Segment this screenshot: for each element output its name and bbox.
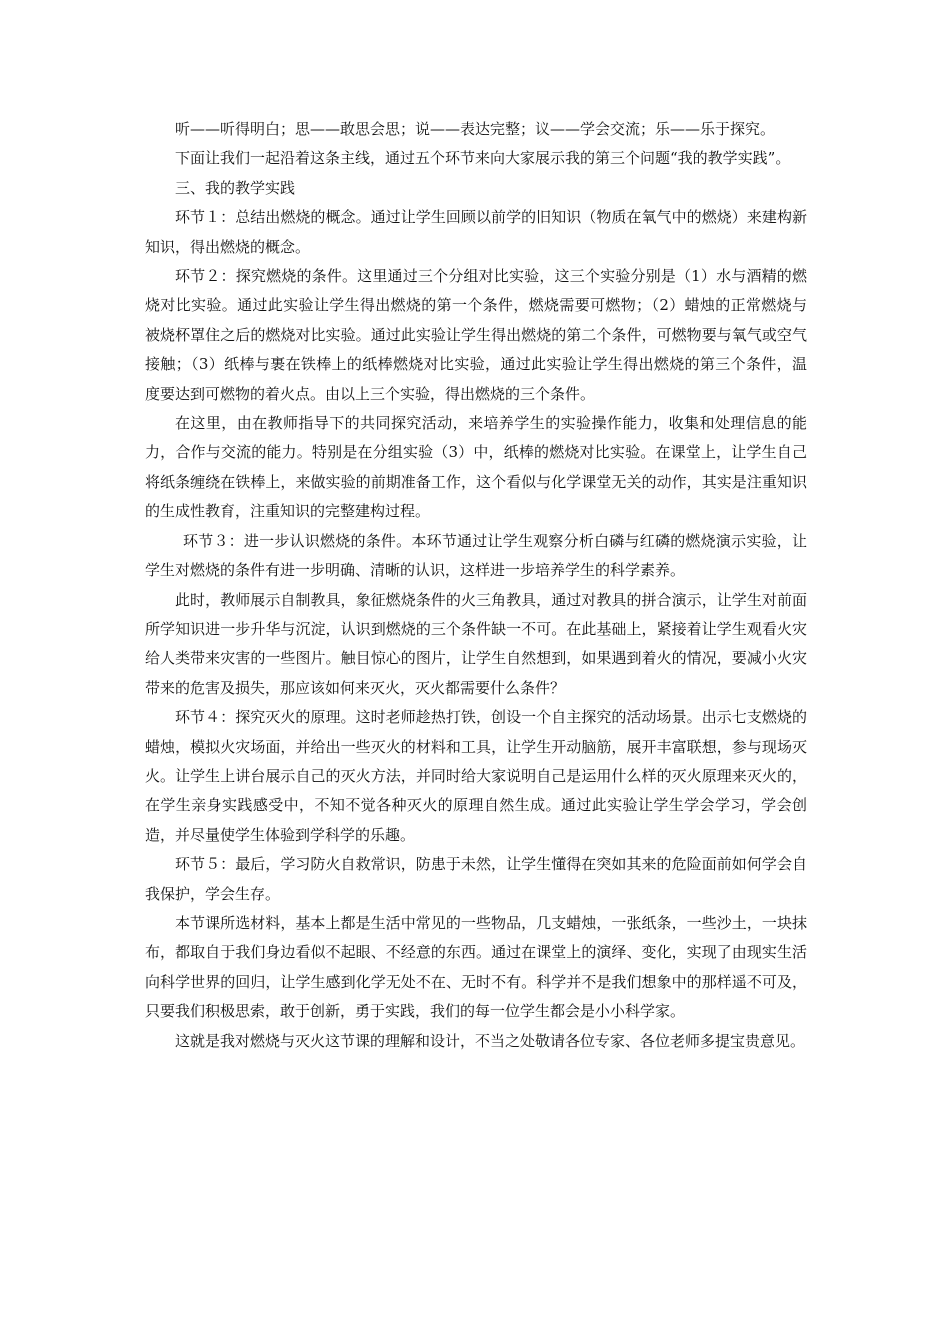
paragraph-step-2-commentary: 在这里，由在教师指导下的共同探究活动，来培养学生的实验操作能力，收集和处理信息的能力，合作与交流的能力。特别是在分组实验（3）中，纸棒的燃烧对比实验。在课堂上，让学生自己将纸条缠绕在铁棒上，来做实验的前期准备工作，这个看似与化学课堂无关的动作，其实是注重知识的生成性教育，注重知识的完整建构过程。 (145, 414, 807, 521)
paragraph-step-2: 环节２：探究燃烧的条件。这里通过三个分组对比实验，这三个实验分别是（1）水与酒精的燃烧对比实验。通过此实验让学生得出燃烧的第一个条件，燃烧需要可燃物；（2）蜡烛的正常燃烧与被烧杯罩住之后的燃烧对比实验。通过此实验让学生得出燃烧的第二个条件，可燃物要与氧气或空气接触；（3）纸棒与裹在铁棒上的纸棒燃烧对比实验，通过此实验让学生得出燃烧的第三个条件，温度要达到可燃物的着火点。由以上三个实验，得出燃烧的三个条件。 (145, 267, 807, 403)
document-body (145, 115, 807, 1056)
paragraph-step-4: 环节４：探究灭火的原理。这时老师趁热打铁，创设一个自主探究的活动场景。出示七支燃烧的蜡烛，模拟火灾场面，并给出一些灭火的材料和工具，让学生开动脑筋，展开丰富联想，参与现场灭火。让学生上讲台展示自己的灭火方法，并同时给大家说明自己是运用什么样的灭火原理来灭火的，在学生亲身实践感受中，不知不觉各种灭火的原理自然生成。通过此实验让学生学会学习，学会创造，并尽量使学生体验到学科学的乐趣。 (145, 708, 807, 844)
section-heading-practice: 三、我的教学实践 (175, 178, 296, 197)
paragraph-step-1: 环节１：总结出燃烧的概念。通过让学生回顾以前学的旧知识（物质在氧气中的燃烧）来建构新知识，得出燃烧的概念。 (145, 208, 807, 256)
paragraph-closing: 这就是我对燃烧与灭火这节课的理解和设计，不当之处敬请各位专家、各位老师多提宝贵意见。 (175, 1031, 806, 1050)
paragraph-step-3: 环节３：进一步认识燃烧的条件。本环节通过让学生观察分析白磷与红磷的燃烧演示实验，让学生对燃烧的条件有进一步明确、清晰的认识，这样进一步培养学生的科学素养。 (145, 531, 807, 580)
paragraph-step-5: 环节５：最后，学习防火自救常识，防患于未然，让学生懂得在突如其来的危险面前如何学会自我保护，学会生存。 (145, 855, 807, 903)
paragraph-intro-practice: 下面让我们一起沿着这条主线，通过五个环节来向大家展示我的第三个问题“我的教学实践”。 (175, 149, 791, 168)
paragraph-materials: 本节课所选材料，基本上都是生活中常见的一些物品，几支蜡烛，一张纸条，一些沙土，一块抹布，都取自于我们身边看似不起眼、不经意的东西。通过在课堂上的演绎、变化，实现了由现实生活向科学世界的回归，让学生感到化学无处不在、无时不有。科学并不是我们想象中的那样遥不可及，只要我们积极思索，敢于创新，勇于实践，我们的每一位学生都会是小小科学家。 (145, 913, 807, 1021)
paragraph-step-3-commentary: 此时，教师展示自制教具，象征燃烧条件的火三角教具，通过对教具的拼合演示，让学生对前面所学知识进一步升华与沉淀，认识到燃烧的三个条件缺一不可。在此基础上，紧接着让学生观看火灾给人类带来灾害的一些图片。触目惊心的图片，让学生自然想到，如果遇到着火的情况，要减小火灾带来的危害及损失，那应该如何来灭火，灭火都需要什么条件？ (145, 590, 807, 697)
paragraph-principles: 听——听得明白；思——敢思会思；说——表达完整；议——学会交流；乐——乐于探究。 (175, 120, 776, 138)
